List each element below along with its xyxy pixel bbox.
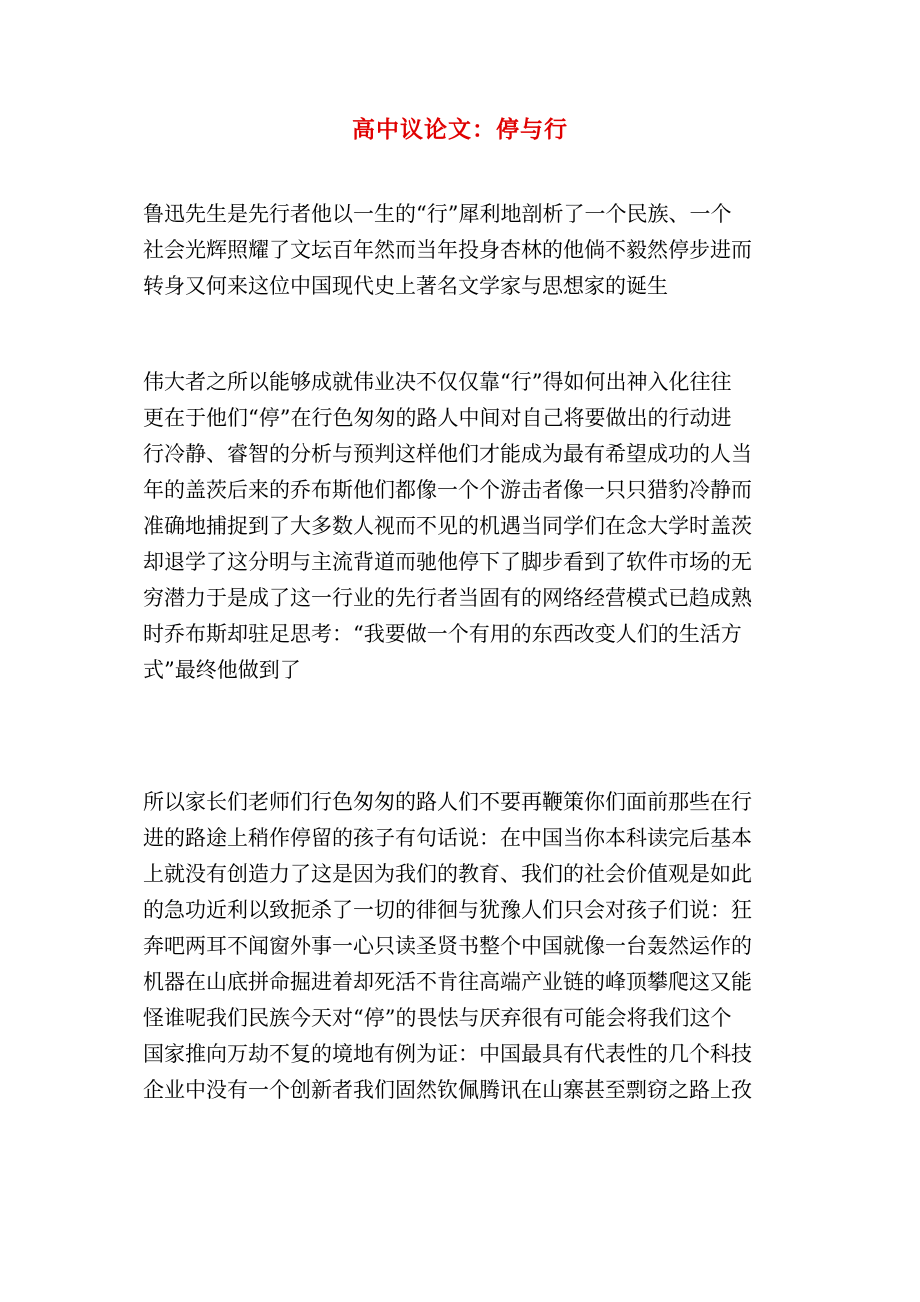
text-line: 时乔布斯却驻足思考：“我要做一个有用的东西改变人们的生活方 [143, 622, 742, 646]
text-line: 企业中没有一个创新者我们固然钦佩腾讯在山寨甚至剽窃之路上孜 [143, 1078, 752, 1102]
text-line: 国家推向万劫不复的境地有例为证：中国最具有代表性的几个科技 [143, 1042, 752, 1066]
text-line: 更在于他们“停”在行色匆匆的路人中间对自己将要做出的行动进 [143, 406, 732, 430]
text-line: 机器在山底拼命掘进着却死活不肯往高端产业链的峰顶攀爬这又能 [143, 970, 752, 994]
text-line: 奔吧两耳不闻窗外事一心只读圣贤书整个中国就像一台轰然运作的 [143, 934, 752, 958]
text-line: 式”最终他做到了 [143, 658, 301, 682]
text-line: 社会光辉照耀了文坛百年然而当年投身杏林的他倘不毅然停步进而 [143, 238, 752, 262]
text-line: 所以家长们老师们行色匆匆的路人们不要再鞭策你们面前那些在行 [143, 790, 752, 814]
text-line: 年的盖茨后来的乔布斯他们都像一个个游击者像一只只猎豹冷静而 [143, 478, 752, 502]
text-line: 准确地捕捉到了大多数人视而不见的机遇当同学们在念大学时盖茨 [143, 514, 752, 538]
text-line: 鲁迅先生是先行者他以一生的“行”犀利地剖析了一个民族、一个 [143, 202, 732, 226]
text-line: 上就没有创造力了这是因为我们的教育、我们的社会价值观是如此 [143, 862, 752, 886]
text-line: 伟大者之所以能够成就伟业决不仅仅靠“行”得如何出神入化往往 [143, 370, 732, 394]
paragraph-2 [143, 364, 779, 688]
text-line: 穷潜力于是成了这一行业的先行者当固有的网络经营模式已趋成熟 [143, 586, 752, 610]
text-line: 怪谁呢我们民族今天对“停”的畏怯与厌弃很有可能会将我们这个 [143, 1006, 732, 1030]
paragraph-1 [143, 196, 779, 304]
text-line: 的急功近利以致扼杀了一切的徘徊与犹豫人们只会对孩子们说：狂 [143, 898, 752, 922]
text-line: 却退学了这分明与主流背道而驰他停下了脚步看到了软件市场的无 [143, 550, 752, 574]
text-line: 进的路途上稍作停留的孩子有句话说：在中国当你本科读完后基本 [143, 826, 752, 850]
paragraph-3 [143, 784, 779, 1108]
text-line: 行冷静、睿智的分析与预判这样他们才能成为最有希望成功的人当 [143, 442, 752, 466]
text-line: 转身又何来这位中国现代史上著名文学家与思想家的诞生 [143, 274, 668, 298]
document-title: 高中议论文：停与行 [352, 116, 568, 143]
